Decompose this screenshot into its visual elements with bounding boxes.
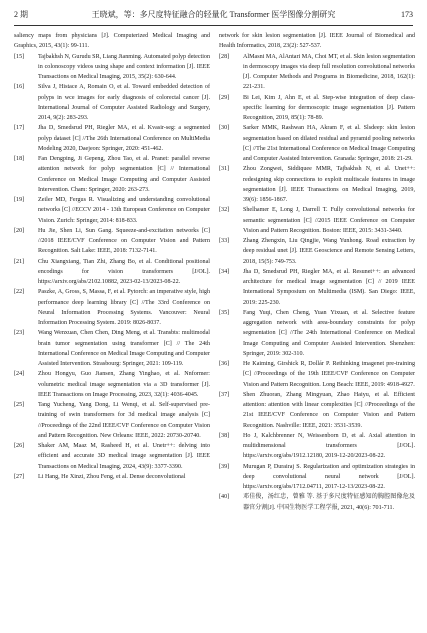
reference-number: [21] bbox=[14, 258, 25, 265]
reference-text: Jha D, Smedsrud PH, Riegler MA, et al. Resunet++: an advanced architecture for medical image segmentation [C] // 2019 IEEE International Symposium on Multimedia (ISM). San Diego: IEEE, 2019: 225-230. bbox=[243, 268, 415, 306]
reference-entry bbox=[14, 400, 210, 441]
reference-entry bbox=[14, 52, 210, 83]
reference-text: Zhang Zhengxin, Liu Qingjie, Wang Yunhong. Road extraction by deep residual unet [J]. IEEE Geoscience and Remote Sensing Letters, 2018, 15(5): 749-753. bbox=[243, 238, 415, 265]
reference-entry bbox=[14, 287, 210, 328]
issue-number: 2 期 bbox=[14, 10, 28, 19]
reference-entry bbox=[219, 431, 415, 462]
reference-entry bbox=[219, 123, 415, 164]
reference-entry bbox=[14, 195, 210, 226]
reference-entry bbox=[219, 308, 415, 359]
reference-number: [34] bbox=[219, 268, 230, 275]
reference-number: [27] bbox=[14, 473, 25, 480]
reference-number: [39] bbox=[219, 463, 230, 470]
reference-entry bbox=[219, 93, 415, 124]
reference-entry bbox=[219, 267, 415, 308]
reference-number: [33] bbox=[219, 238, 230, 244]
reference-text: Jha D, Smedsrud PH, Riegler MA, et al. Kvasir-seg: a segmented polyp dataset [C] //The 26th International Conference on MultiMedia Modeling 2020, Daejeon: Springer, 2020: 451-462. bbox=[38, 125, 210, 152]
reference-text: Silva J, Histace A, Romain O, et al. Toward embedded detection of polyps in wce images for early diagnosis of colorectal cancer [J]. International Journal of Computer Assisted Radiology and Surgery, 2014, 9(2): 283-293. bbox=[38, 84, 210, 121]
reference-number: [17] bbox=[14, 125, 25, 132]
reference-number: [40] bbox=[219, 494, 230, 501]
reference-number: [35] bbox=[219, 309, 230, 316]
reference-number: [28] bbox=[219, 53, 230, 60]
reference-entry bbox=[219, 164, 415, 205]
reference-text: Fan Dengping, Ji Gepeng, Zhou Tao, et al. Pranet: parallel reverse attention network for polyp segmentation [C] // International Conference on Medical Image Computing and Computer Assisted Intervention. Cham: Springer, 2020: 263-273. bbox=[38, 156, 210, 193]
reference-text: network for skin lesion segmentation [J]. IEEE Journal of Biomedical and Health Informatics, 2018, 23(2): 527-537. bbox=[219, 33, 415, 50]
reference-text: Ho J, Kalchbrenner N, Weissenborn D, et al. Axial attention in multidimensional transformers [J/OL]. https://arxiv.org/abs/1912.12180, 2019-12-20/2023-08-22. bbox=[243, 432, 415, 460]
reference-entry bbox=[14, 369, 210, 400]
reference-text: Zhou Zongwei, Siddiquee MMR, Tajbakhsh N, et al. Unet++: redesigning skip connections to exploit multiscale features in image segmentation [J]. IEEE Transactions on Medical Imaging, 2019, 39(6): 1856-1867. bbox=[243, 166, 415, 203]
reference-number: [23] bbox=[14, 330, 25, 337]
reference-number: [38] bbox=[219, 432, 230, 439]
reference-entry bbox=[219, 390, 415, 431]
reference-number: [37] bbox=[219, 391, 230, 398]
reference-entry bbox=[14, 472, 210, 482]
running-title: 王晓斌，等：多尺度特征融合的轻量化 Transformer 医学图像分割研究 bbox=[91, 10, 336, 19]
reference-entry bbox=[219, 52, 415, 93]
reference-text: Murugan P, Durairaj S. Regularization and optimization strategies in deep convolutional neural network [J/OL]. https://arxiv.org/abs/1712.04711, 2017-12-13/2023-08-22. bbox=[243, 463, 415, 490]
reference-text: Hu Jie, Shen Li, Sun Gang. Squeeze-and-excitation networks [C] //2018 IEEE/CVF Conference on Computer Vision and Pattern Recognition. Salt Lake: IEEE, 2018: 7132-7141. bbox=[38, 227, 210, 255]
reference-entry bbox=[14, 328, 210, 369]
reference-text: Tang Yucheng, Yang Dong, Li Wenqi, et al. Self-supervised pre-training of swin transformers for 3d medical image analysis [C] //Proceedings of the 22nd IEEE/CVF Conference on Computer Vision and Pattern Recognition. New Orleans: IEEE, 2022: 20730-20740. bbox=[38, 402, 210, 439]
reference-continuation bbox=[219, 31, 415, 52]
reference-number: [36] bbox=[219, 361, 230, 367]
running-header bbox=[14, 5, 413, 26]
reference-text: Wang Wenxuan, Chen Chen, Ding Meng, et al. Transbts: multimodal brain tumor segmentation using transformer [C] // The 24th International Conference on Medical Image Computing and Computer Assisted Intervention. Strasbourg: Springer, 2021: 109-119. bbox=[38, 330, 210, 367]
reference-entry bbox=[14, 123, 210, 154]
reference-text: saliency maps from physicians [J]. Computerized Medical Imaging and Graphics, 2015, 43(1): 99-111. bbox=[14, 33, 210, 50]
reference-entry bbox=[14, 441, 210, 472]
reference-number: [15] bbox=[14, 53, 25, 60]
reference-entry bbox=[14, 257, 210, 288]
reference-text: Shaker AM, Maaz M, Rasheed H, et al. Unetr++: delving into efficient and accurate 3D medical image segmentation [J]. IEEE Transactions on Medical Imaging, 2024, 43(9): 3377-3390. bbox=[38, 443, 210, 470]
reference-text: Bi Lei, Kim J, Ahn E, et al. Step-wise integration of deep class-specific learning for dermoscopic image segmentation [J]. Pattern Recognition, 2019, 85(1): 78-89. bbox=[243, 94, 415, 121]
reference-text: Zeiler MD, Fergus R. Visualizing and understanding convolutional networks [C] //ECCV 2014 - 13th European Conference on Computer Vision. Zurich: Springer, 2014: 818-833. bbox=[38, 197, 210, 224]
right-reference-column bbox=[219, 31, 415, 631]
left-reference-column bbox=[14, 31, 210, 631]
reference-entry bbox=[219, 236, 415, 267]
reference-text: Fang Yuqi, Chen Cheng, Yuan Yixuan, et al. Selective feature aggregation network with area-boundary constraints for polyp segmentation [C] //The 24th International Conference on Medical Image Computing and Computer Assisted Intervention. Shenzhen: Springer, 2019: 302-310. bbox=[243, 309, 415, 357]
reference-number: [25] bbox=[14, 402, 25, 408]
reference-number: [32] bbox=[219, 207, 230, 214]
reference-continuation bbox=[14, 31, 210, 52]
reference-entry bbox=[219, 205, 415, 236]
reference-number: [22] bbox=[14, 289, 25, 296]
reference-text: Sarker MMK, Rashwan HA, Akram F, et al. Slsdeep: skin lesion segmentation based on dilated residual and pyramid pooling networks [C] //The 21st International Conference on Medical Image Computing and Computer Assisted Intervention. Granada: Springer, 2018: 21-29. bbox=[243, 125, 415, 162]
reference-text: Zhou Hongyu, Guo Jiansen, Zhang Yinghao, et al. Nnformer: volumetric medical image segmentation via a 3D transformer [J]. IEEE Transactions on Image Processing, 2023, 32(1): 4036-4045. bbox=[38, 371, 210, 398]
reference-entry bbox=[219, 462, 415, 493]
reference-entry bbox=[14, 154, 210, 195]
reference-text: Tajbakhsh N, Gurudu SR, Liang Jianming. Automated polyp detection in colonoscopy videos using shape and context information [J]. IEEE Transactions on Medical Imaging, 2015, 35(2): 630-644. bbox=[38, 53, 210, 80]
reference-number: [19] bbox=[14, 197, 25, 203]
reference-number: [29] bbox=[219, 94, 230, 101]
reference-text: Li Hang, He Xinzi, Zhou Feng, et al. Dense deconvolutional bbox=[38, 473, 186, 480]
reference-number: [18] bbox=[14, 156, 25, 162]
reference-number: [20] bbox=[14, 227, 25, 234]
reference-text: Shelhamer E, Long J, Darrell T. Fully convolutional networks for semantic segmentation [C] //2015 IEEE Conference on Computer Vision and Pattern Recognition. Boston: IEEE, 2015: 3431-3440. bbox=[243, 207, 415, 234]
reference-text: AlMasni MA, AlAntari MA, Choi MT, et al. Skin lesion segmentation in dermoscopy images via deep full resolution convolutional networks [J]. Computer Methods and Programs in Biomedicine, 2018, 162(1): 221-231. bbox=[243, 53, 415, 91]
reference-number: [30] bbox=[219, 125, 230, 132]
reference-entry bbox=[14, 82, 210, 123]
reference-number: [26] bbox=[14, 443, 25, 449]
reference-entry bbox=[219, 359, 415, 390]
reference-entry bbox=[14, 226, 210, 257]
page-number: 173 bbox=[401, 10, 413, 19]
reference-text: He Kaiming, Girshick R, Dollár P. Rethinking imagenet pre-training [C] //Proceedings of the 19th IEEE/CVF Conference on Computer Vision and Pattern Recognition. Long Beach: IEEE, 2019: 4918-4927. bbox=[243, 361, 415, 388]
reference-text: Shen Zhuoran, Zhang Mingyuan, Zhao Haiyu, et al. Efficient attention: attention with linear complexities [C] //Proceedings of the 21st IEEE/CVF Conference on Computer Vision and Pattern Recognition. Nashville: IEEE, 2021: 3531-3539. bbox=[243, 391, 415, 429]
reference-number: [16] bbox=[14, 84, 25, 91]
reference-number: [31] bbox=[219, 166, 230, 173]
reference-entry bbox=[219, 492, 415, 513]
reference-number: [24] bbox=[14, 371, 25, 378]
reference-text: Chu Xiangxiang, Tian Zhi, Zhang Bo, et al. Conditional positional encodings for vision transformers [J/OL]. https://arxiv.org/abs/2102.10882, 2023-02-13/2023-08-22. bbox=[38, 258, 210, 285]
reference-text: Paszke, A, Gross, S, Massa, F, et al. Pytorch: an imperative style, high performance deep learning library [C] //The 33rd Conference on Neural Information Processing Systems. Vancouver: Neural Information Processing System. 2019: 8026-8037. bbox=[38, 289, 210, 326]
reference-text: 邓佳俊，汤红忠，曾雅 等. 基于多尺度特征感知的胸腔图像危及器官分割[J]. 中国生物医学工程学报, 2021, 40(6): 701-711. bbox=[243, 494, 415, 511]
